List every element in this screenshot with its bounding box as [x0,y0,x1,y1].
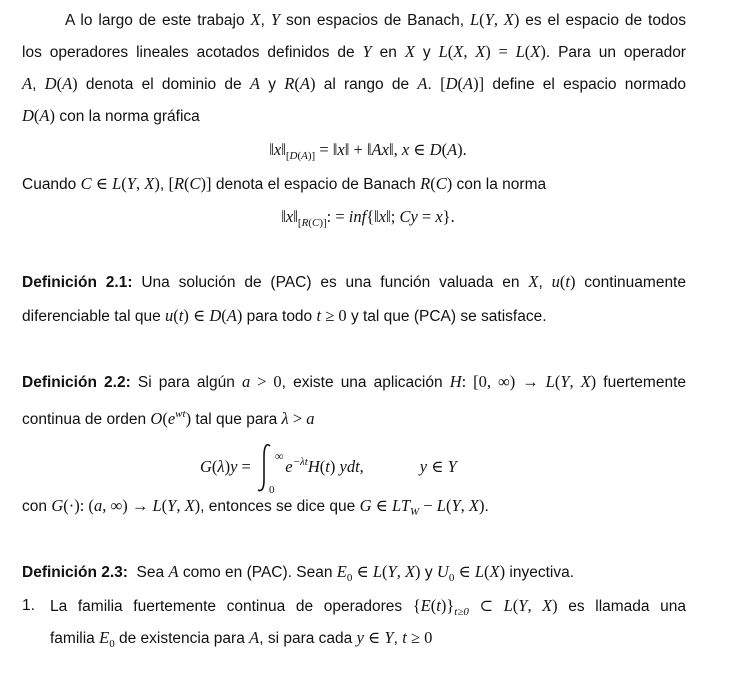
paragraph-1-line-2: los operadores lineales acotados definidos de Y en X y L(X, X) = L(X). Para un operador [22,42,686,61]
paragraph-1-line-1: A lo largo de este trabajo X, Y son espacios de Banach, L(Y, X) es el espacio de todos [65,10,686,29]
equation-range-norm: $‖x‖_{[R(C)]}$: = inf{‖x‖; Cy = x}. [281,207,455,229]
integral-sign: ∞ 0 [255,458,281,478]
p1-text-a: A lo largo de este trabajo [65,12,251,29]
paragraph-1-line-3: A, D(A) denota el dominio de A y R(A) al rango de A. [D(A)] define el espacio normado [22,74,686,93]
definition-2-2-line-2: continua de orden $O(e^{wt})$ tal que para λ > a [22,408,315,428]
definition-2-2-title: Definición 2.2: [22,374,131,391]
paragraph-1-line-4: D(A) con la norma gráfica [22,106,200,125]
definition-2-1-title: Definición 2.1: [22,274,133,291]
equation-graph-norm: $‖x‖_{[D(A)]}$ = ‖x‖ + ‖Ax‖, x ∈ D(A). [269,140,467,162]
definition-2-1-line-1: Definición 2.1: Una solución de (PAC) es una función valuada en X, u(t) continuamente [22,272,686,291]
definition-2-3-title: Definición 2.3: [22,564,128,581]
definition-2-3-line-1: Definición 2.3: Sea A como en (PAC). Sean $E_0$ ∈ L(Y, X) y $U_0$ ∈ L(X) inyectiva. [22,562,575,584]
list-item-number: 1. [22,597,35,614]
definition-2-1-line-2: diferenciable tal que u(t) ∈ D(A) para todo t ≥ 0 y tal que (PCA) se satisface. [22,306,547,325]
paragraph-1-line-5: Cuando C ∈ L(Y, X), [R(C)] denota el espacio de Banach R(C) con la norma [22,174,547,193]
definition-2-2-line-1: Definición 2.2: Si para algún a > 0, existe una aplicación H: [0, ∞) → L(Y, X) fuertemente [22,372,686,391]
definition-2-2-line-3: con G(·): (a, ∞) → L(Y, X), entonces se dice que G ∈ $LT_W - L(Y$, X). [22,496,489,518]
definition-2-3-item-1-line-1: La familia fuertemente continua de operadores $\{E(t)\}_{t\ge 0}$ ⊂ L(Y, X) es llamada una [50,596,687,618]
definition-2-3-item-1-line-2: familia $E_0$ de existencia para A, si para cada y ∈ Y, t ≥ 0 [50,628,433,650]
equation-laplace-transform: G(λ)y = ∞ 0 $e^{-\lambda t}H(t)$ ydt, y ∈ Y [200,452,696,478]
